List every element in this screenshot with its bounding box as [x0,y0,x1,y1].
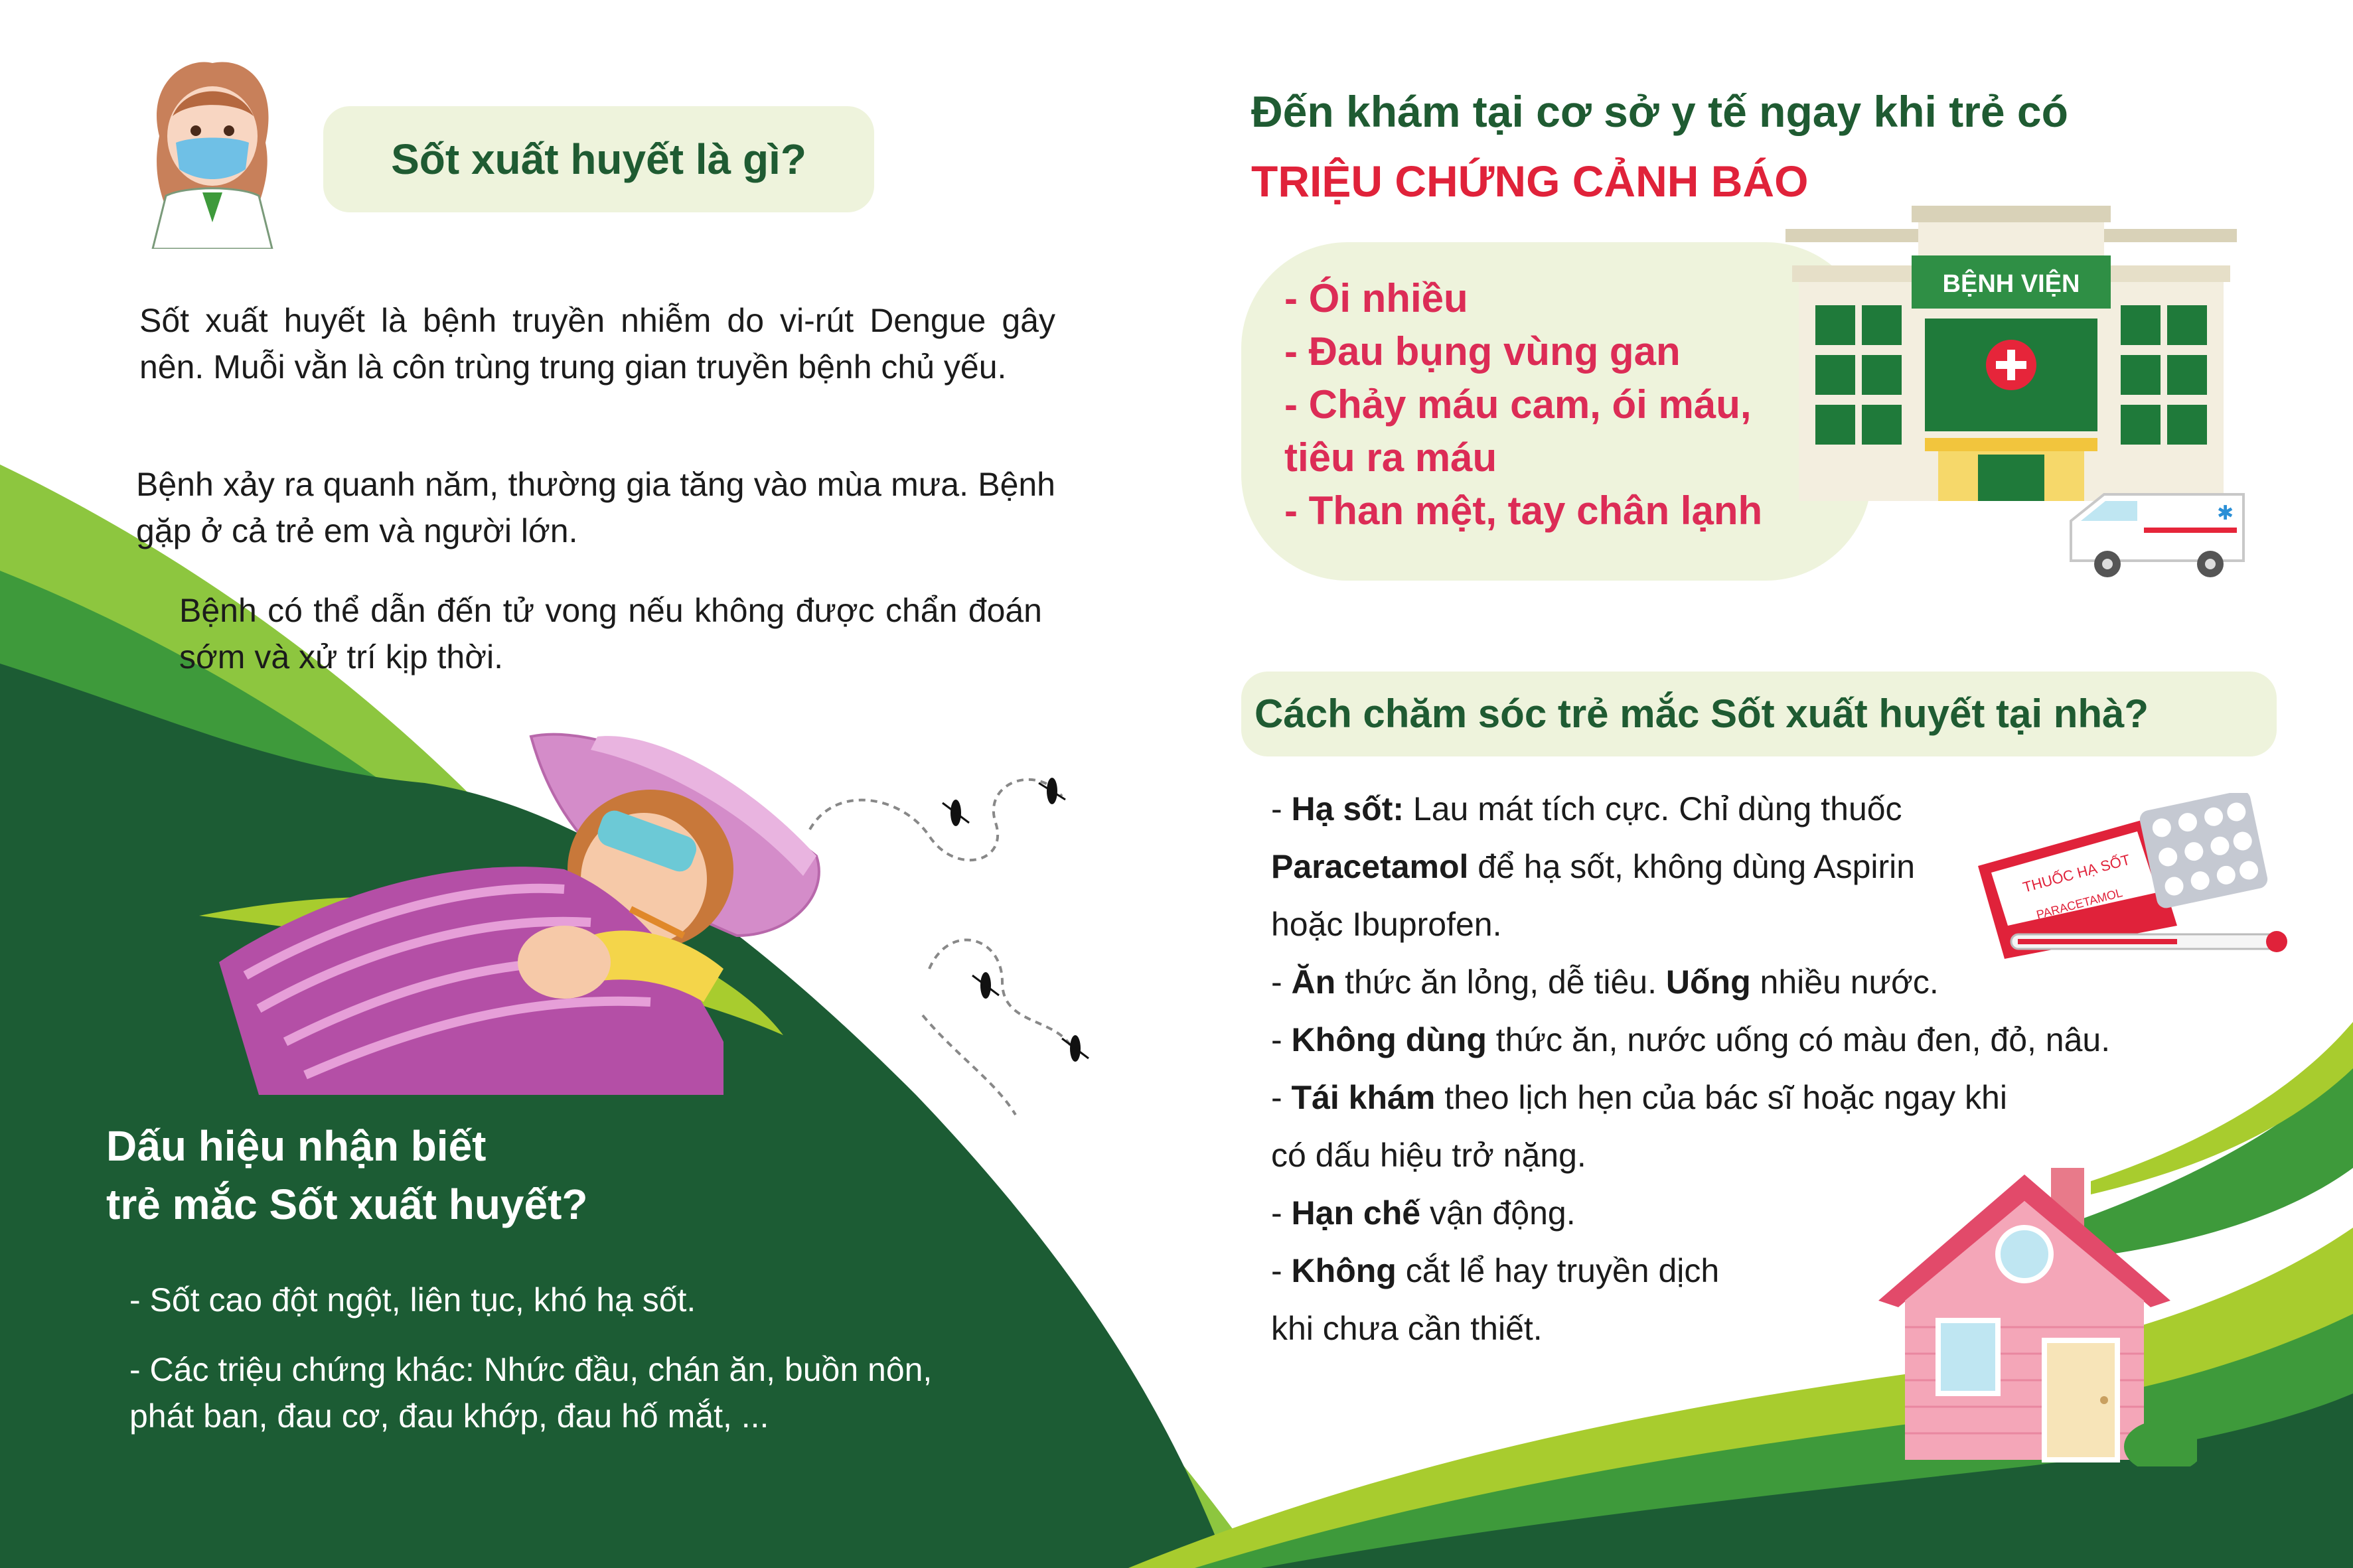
warning-item-3: - Chảy máu cam, ói máu, [1284,382,1752,427]
sign-item-1: - Sốt cao đột ngột, liên tục, khó hạ sốt. [129,1281,696,1319]
care-line-7: có dấu hiệu trở nặng. [1271,1137,1586,1174]
care-line-10: khi chưa cần thiết. [1271,1310,1543,1347]
question-title: Sốt xuất huyết là gì? [391,135,806,183]
house-icon [1852,1155,2197,1466]
medicine-label-1: THUỐC HẠ SỐT [2020,851,2132,896]
warning-title: TRIỆU CHỨNG CẢNH BÁO [1251,157,1809,206]
doctor-avatar-icon [139,56,285,249]
sign-item-2a: - Các triệu chứng khác: Nhức đầu, chán ăn, buồn nôn, [129,1351,933,1388]
hospital-icon [1785,202,2237,508]
care-line-6: - Tái khám theo lịch hẹn của bác sĩ hoặc ngay khi [1271,1079,2007,1116]
ambulance-icon [2064,481,2257,581]
sick-child-icon [219,723,843,1095]
thermometer-icon [1998,922,2290,962]
intro-paragraph-2: Bệnh xảy ra quanh năm, thường gia tăng vào mùa mưa. Bệnh gặp ở cả trẻ em và người lớn. [136,466,1055,549]
signs-title-line-1: Dấu hiệu nhận biết [106,1122,487,1170]
care-line-8: - Hạn chế vận động. [1271,1194,1576,1232]
care-line-1: - Hạ sốt: Lau mát tích cực. Chỉ dùng thuốc [1271,790,1902,827]
intro-paragraph-1: Sốt xuất huyết là bệnh truyền nhiễm do vi-rút Dengue gây nên. Muỗi vằn là côn trùng trung gian truyền bệnh chủ yếu. [139,302,1055,386]
care-line-3: hoặc Ibuprofen. [1271,906,1502,943]
warning-item-5: - Than mệt, tay chân lạnh [1284,488,1763,533]
mosquito-icon [797,737,1102,1121]
care-line-9: - Không cắt lể hay truyền dịch [1271,1252,1720,1289]
medicine-label-2: PARACETAMOL [2034,886,2124,922]
visit-title: Đến khám tại cơ sở y tế ngay khi trẻ có [1251,87,2068,136]
warning-item-2: - Đau bụng vùng gan [1284,329,1681,374]
warning-item-4: tiêu ra máu [1284,435,1497,480]
hospital-sign-text: BỆNH VIỆN [1942,270,2080,298]
care-line-2: Paracetamol để hạ sốt, không dùng Aspirin [1271,848,1916,885]
warning-list [1284,272,1762,537]
intro-paragraph-3: Bệnh có thể dẫn đến tử vong nếu không được chẩn đoán sớm và xử trí kịp thời. [179,592,1042,676]
signs-title-line-2: trẻ mắc Sốt xuất huyết? [106,1180,588,1228]
care-line-4: - Ăn thức ăn lỏng, dễ tiêu. Uống nhiều nước. [1271,963,1939,1001]
care-line-5: - Không dùng thức ăn, nước uống có màu đen, đỏ, nâu. [1271,1021,2111,1058]
warning-item-1: - Ói nhiều [1284,276,1468,321]
care-title: Cách chăm sóc trẻ mắc Sốt xuất huyết tại nhà? [1254,691,2149,736]
svg-text:✱: ✱ [2217,502,2234,525]
sign-item-2b: phát ban, đau cơ, đau khớp, đau hố mắt, ... [129,1397,769,1435]
